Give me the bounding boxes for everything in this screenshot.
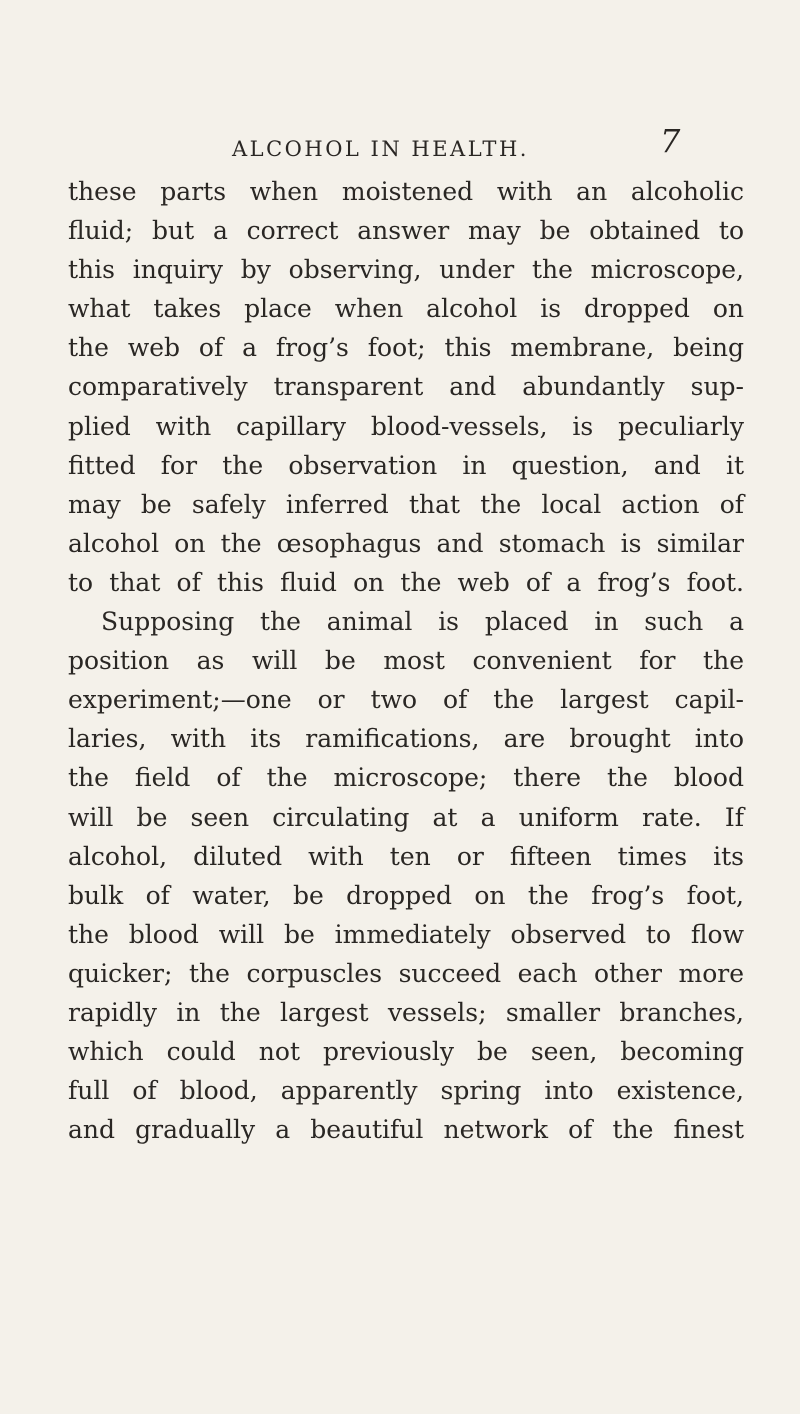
text-line: the blood will be immediately observed to flow	[68, 919, 744, 949]
text-line: fluid; but a correct answer may be obtained to	[68, 216, 744, 246]
text-line: alcohol, diluted with ten or fifteen times its	[68, 841, 744, 871]
body-text	[68, 172, 744, 1149]
text-line: plied with capillary blood-vessels, is peculiarly	[68, 411, 744, 441]
text-line: what takes place when alcohol is dropped on	[68, 294, 744, 324]
text-line: experiment;—one or two of the largest capil-	[68, 685, 744, 715]
text-line: full of blood, apparently spring into existence,	[68, 1076, 744, 1106]
text-line: quicker; the corpuscles succeed each other more	[68, 958, 744, 988]
text-line: and gradually a beautiful network of the finest	[68, 1115, 744, 1145]
text-line: to that of this fluid on the web of a frog’s foot.	[68, 567, 744, 597]
text-line: will be seen circulating at a uniform rate. If	[68, 802, 744, 832]
text-line: comparatively transparent and abundantly sup-	[68, 372, 744, 402]
text-line: rapidly in the largest vessels; smaller branches,	[68, 997, 744, 1027]
text-line: the web of a frog’s foot; this membrane, being	[68, 333, 744, 363]
text-line: fitted for the observation in question, and it	[68, 450, 744, 480]
text-line: the field of the microscope; there the blood	[68, 763, 744, 793]
text-line: alcohol on the œsophagus and stomach is similar	[68, 528, 744, 558]
running-title: ALCOHOL IN HEALTH.	[232, 137, 529, 161]
text-line: laries, with its ramifications, are brought into	[68, 724, 744, 754]
text-line: position as will be most convenient for the	[68, 646, 744, 676]
text-line-paragraph-start: Supposing the animal is placed in such a	[101, 607, 744, 637]
text-line: these parts when moistened with an alcoholic	[68, 177, 744, 206]
text-line: which could not previously be seen, becoming	[68, 1037, 744, 1067]
text-line: bulk of water, be dropped on the frog’s foot,	[68, 880, 744, 910]
text-line: may be safely inferred that the local action of	[68, 489, 744, 519]
text-line: this inquiry by observing, under the microscope,	[68, 255, 744, 285]
page-number: 7	[660, 122, 681, 160]
